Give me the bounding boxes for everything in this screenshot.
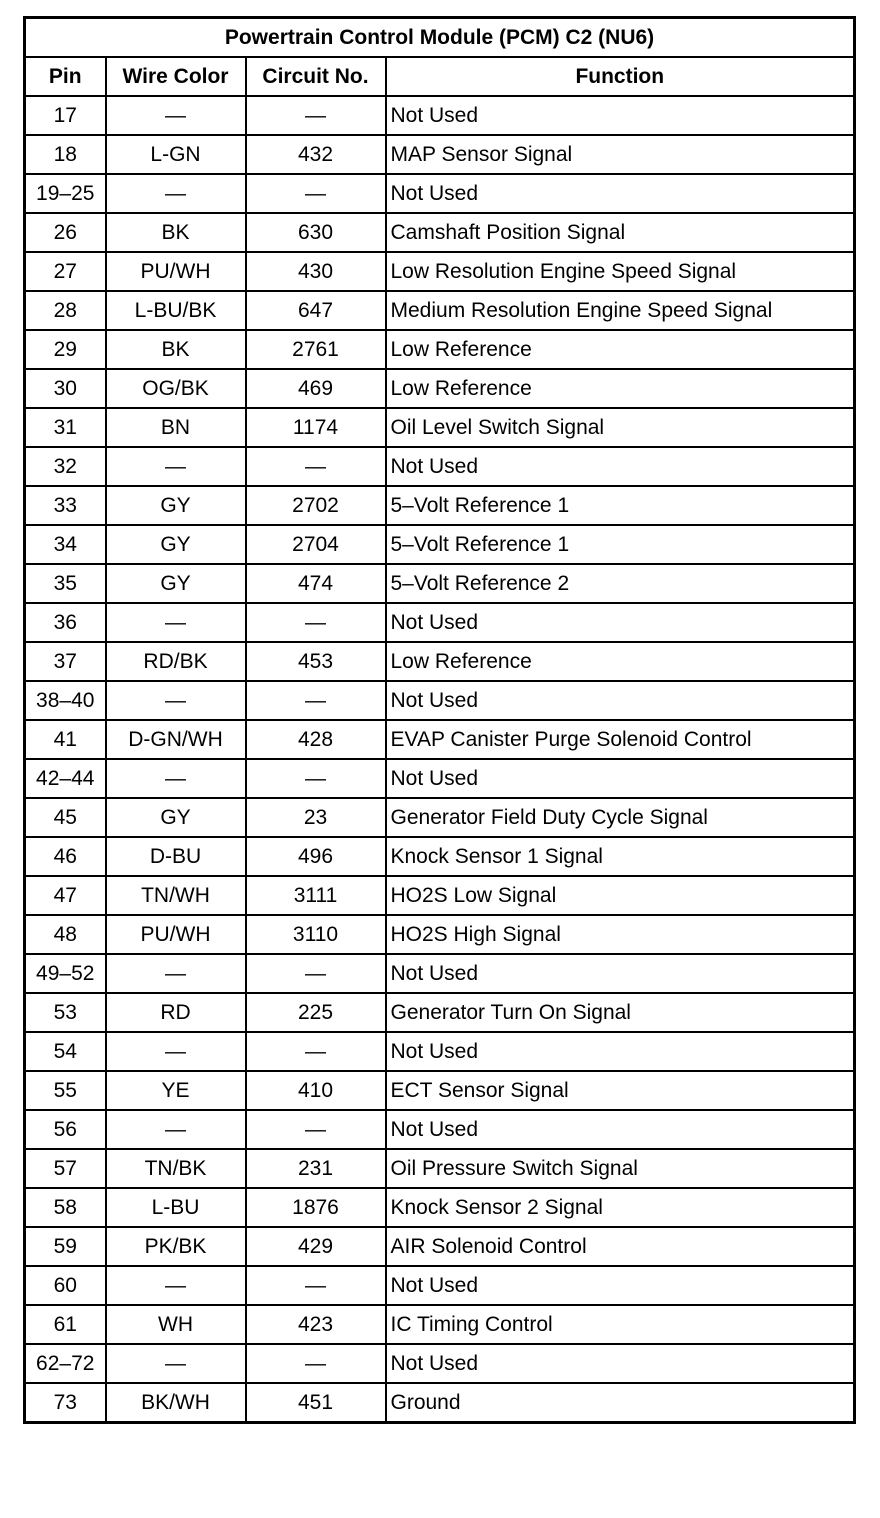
table-row bbox=[25, 759, 855, 798]
cell-function: Not Used bbox=[386, 174, 855, 213]
cell-function: AIR Solenoid Control bbox=[386, 1227, 855, 1266]
cell-pin: 49–52 bbox=[25, 954, 106, 993]
cell-pin: 42–44 bbox=[25, 759, 106, 798]
cell-pin: 54 bbox=[25, 1032, 106, 1071]
cell-circuit-no: — bbox=[246, 174, 386, 213]
cell-circuit-no: — bbox=[246, 603, 386, 642]
cell-pin: 36 bbox=[25, 603, 106, 642]
header-circuit-no: Circuit No. bbox=[246, 57, 386, 96]
cell-pin: 18 bbox=[25, 135, 106, 174]
cell-wire-color: GY bbox=[106, 798, 246, 837]
table-row bbox=[25, 1383, 855, 1423]
cell-pin: 28 bbox=[25, 291, 106, 330]
cell-function: Medium Resolution Engine Speed Signal bbox=[386, 291, 855, 330]
cell-wire-color: — bbox=[106, 759, 246, 798]
cell-function: Low Reference bbox=[386, 369, 855, 408]
table-row bbox=[25, 642, 855, 681]
cell-wire-color: — bbox=[106, 1344, 246, 1383]
cell-wire-color: BN bbox=[106, 408, 246, 447]
cell-wire-color: — bbox=[106, 603, 246, 642]
table-row bbox=[25, 486, 855, 525]
cell-wire-color: D-BU bbox=[106, 837, 246, 876]
cell-circuit-no: 2704 bbox=[246, 525, 386, 564]
cell-pin: 56 bbox=[25, 1110, 106, 1149]
cell-circuit-no: 451 bbox=[246, 1383, 386, 1423]
cell-function: Not Used bbox=[386, 1110, 855, 1149]
cell-pin: 55 bbox=[25, 1071, 106, 1110]
cell-circuit-no: 410 bbox=[246, 1071, 386, 1110]
cell-function: Not Used bbox=[386, 681, 855, 720]
cell-wire-color: TN/WH bbox=[106, 876, 246, 915]
cell-circuit-no: 453 bbox=[246, 642, 386, 681]
table-row bbox=[25, 1032, 855, 1071]
cell-function: Low Reference bbox=[386, 642, 855, 681]
cell-function: Not Used bbox=[386, 447, 855, 486]
title-row bbox=[25, 18, 855, 58]
cell-circuit-no: 225 bbox=[246, 993, 386, 1032]
table-row bbox=[25, 252, 855, 291]
table-row bbox=[25, 798, 855, 837]
cell-pin: 47 bbox=[25, 876, 106, 915]
cell-function: Ground bbox=[386, 1383, 855, 1423]
cell-function: Generator Field Duty Cycle Signal bbox=[386, 798, 855, 837]
cell-circuit-no: 429 bbox=[246, 1227, 386, 1266]
cell-wire-color: — bbox=[106, 447, 246, 486]
cell-circuit-no: 1174 bbox=[246, 408, 386, 447]
cell-wire-color: OG/BK bbox=[106, 369, 246, 408]
table-row bbox=[25, 564, 855, 603]
cell-pin: 38–40 bbox=[25, 681, 106, 720]
cell-circuit-no: — bbox=[246, 1344, 386, 1383]
cell-pin: 59 bbox=[25, 1227, 106, 1266]
cell-wire-color: PU/WH bbox=[106, 252, 246, 291]
cell-function: ECT Sensor Signal bbox=[386, 1071, 855, 1110]
cell-circuit-no: 423 bbox=[246, 1305, 386, 1344]
cell-function: Knock Sensor 2 Signal bbox=[386, 1188, 855, 1227]
cell-circuit-no: 231 bbox=[246, 1149, 386, 1188]
cell-circuit-no: — bbox=[246, 447, 386, 486]
cell-pin: 53 bbox=[25, 993, 106, 1032]
cell-function: Not Used bbox=[386, 954, 855, 993]
table-row bbox=[25, 837, 855, 876]
table-row bbox=[25, 720, 855, 759]
cell-circuit-no: — bbox=[246, 759, 386, 798]
cell-circuit-no: — bbox=[246, 681, 386, 720]
cell-function: Camshaft Position Signal bbox=[386, 213, 855, 252]
cell-function: HO2S Low Signal bbox=[386, 876, 855, 915]
cell-wire-color: GY bbox=[106, 564, 246, 603]
cell-function: EVAP Canister Purge Solenoid Control bbox=[386, 720, 855, 759]
cell-pin: 41 bbox=[25, 720, 106, 759]
header-function: Function bbox=[386, 57, 855, 96]
cell-circuit-no: — bbox=[246, 1032, 386, 1071]
cell-wire-color: — bbox=[106, 1032, 246, 1071]
table-row bbox=[25, 993, 855, 1032]
cell-pin: 17 bbox=[25, 96, 106, 135]
table-row bbox=[25, 369, 855, 408]
cell-pin: 62–72 bbox=[25, 1344, 106, 1383]
cell-circuit-no: — bbox=[246, 96, 386, 135]
table-row bbox=[25, 408, 855, 447]
cell-function: Not Used bbox=[386, 1032, 855, 1071]
table-row bbox=[25, 1227, 855, 1266]
table-row bbox=[25, 291, 855, 330]
table-row bbox=[25, 96, 855, 135]
table-title: Powertrain Control Module (PCM) C2 (NU6) bbox=[25, 18, 855, 58]
cell-pin: 32 bbox=[25, 447, 106, 486]
cell-wire-color: — bbox=[106, 96, 246, 135]
cell-wire-color: BK/WH bbox=[106, 1383, 246, 1423]
table-row bbox=[25, 525, 855, 564]
cell-circuit-no: 432 bbox=[246, 135, 386, 174]
cell-wire-color: RD bbox=[106, 993, 246, 1032]
cell-wire-color: GY bbox=[106, 486, 246, 525]
table-row bbox=[25, 603, 855, 642]
cell-pin: 31 bbox=[25, 408, 106, 447]
header-wire-color: Wire Color bbox=[106, 57, 246, 96]
cell-circuit-no: 2702 bbox=[246, 486, 386, 525]
cell-circuit-no: — bbox=[246, 1110, 386, 1149]
cell-function: IC Timing Control bbox=[386, 1305, 855, 1344]
cell-pin: 61 bbox=[25, 1305, 106, 1344]
table-body bbox=[25, 96, 855, 1423]
cell-function: Low Reference bbox=[386, 330, 855, 369]
cell-circuit-no: 647 bbox=[246, 291, 386, 330]
cell-function: Low Resolution Engine Speed Signal bbox=[386, 252, 855, 291]
table-row bbox=[25, 1344, 855, 1383]
cell-wire-color: — bbox=[106, 681, 246, 720]
cell-circuit-no: 3111 bbox=[246, 876, 386, 915]
cell-circuit-no: — bbox=[246, 1266, 386, 1305]
cell-wire-color: D-GN/WH bbox=[106, 720, 246, 759]
cell-circuit-no: 630 bbox=[246, 213, 386, 252]
table-row bbox=[25, 1110, 855, 1149]
cell-wire-color: L-GN bbox=[106, 135, 246, 174]
cell-pin: 58 bbox=[25, 1188, 106, 1227]
cell-wire-color: — bbox=[106, 1266, 246, 1305]
cell-wire-color: BK bbox=[106, 213, 246, 252]
cell-function: 5–Volt Reference 1 bbox=[386, 525, 855, 564]
table-row bbox=[25, 681, 855, 720]
cell-pin: 26 bbox=[25, 213, 106, 252]
cell-wire-color: YE bbox=[106, 1071, 246, 1110]
cell-function: MAP Sensor Signal bbox=[386, 135, 855, 174]
cell-wire-color: — bbox=[106, 174, 246, 213]
cell-pin: 60 bbox=[25, 1266, 106, 1305]
table-row bbox=[25, 1188, 855, 1227]
cell-pin: 57 bbox=[25, 1149, 106, 1188]
cell-pin: 48 bbox=[25, 915, 106, 954]
cell-circuit-no: 2761 bbox=[246, 330, 386, 369]
cell-wire-color: — bbox=[106, 1110, 246, 1149]
header-pin: Pin bbox=[25, 57, 106, 96]
cell-pin: 33 bbox=[25, 486, 106, 525]
cell-function: Oil Pressure Switch Signal bbox=[386, 1149, 855, 1188]
cell-circuit-no: 1876 bbox=[246, 1188, 386, 1227]
cell-function: 5–Volt Reference 1 bbox=[386, 486, 855, 525]
cell-pin: 29 bbox=[25, 330, 106, 369]
pinout-table bbox=[23, 16, 856, 1424]
cell-wire-color: TN/BK bbox=[106, 1149, 246, 1188]
table-row bbox=[25, 915, 855, 954]
cell-pin: 46 bbox=[25, 837, 106, 876]
cell-circuit-no: — bbox=[246, 954, 386, 993]
cell-pin: 37 bbox=[25, 642, 106, 681]
cell-wire-color: WH bbox=[106, 1305, 246, 1344]
cell-circuit-no: 23 bbox=[246, 798, 386, 837]
table-row bbox=[25, 1071, 855, 1110]
cell-pin: 73 bbox=[25, 1383, 106, 1423]
cell-function: 5–Volt Reference 2 bbox=[386, 564, 855, 603]
cell-function: Not Used bbox=[386, 603, 855, 642]
cell-wire-color: BK bbox=[106, 330, 246, 369]
cell-circuit-no: 469 bbox=[246, 369, 386, 408]
table-row bbox=[25, 1305, 855, 1344]
cell-function: HO2S High Signal bbox=[386, 915, 855, 954]
cell-function: Not Used bbox=[386, 1344, 855, 1383]
cell-pin: 27 bbox=[25, 252, 106, 291]
cell-wire-color: — bbox=[106, 954, 246, 993]
table-row bbox=[25, 174, 855, 213]
table-row bbox=[25, 1149, 855, 1188]
cell-wire-color: PK/BK bbox=[106, 1227, 246, 1266]
cell-wire-color: RD/BK bbox=[106, 642, 246, 681]
cell-function: Not Used bbox=[386, 1266, 855, 1305]
cell-pin: 34 bbox=[25, 525, 106, 564]
cell-function: Generator Turn On Signal bbox=[386, 993, 855, 1032]
cell-pin: 19–25 bbox=[25, 174, 106, 213]
table-row bbox=[25, 447, 855, 486]
cell-pin: 35 bbox=[25, 564, 106, 603]
cell-circuit-no: 430 bbox=[246, 252, 386, 291]
table-row bbox=[25, 330, 855, 369]
cell-circuit-no: 496 bbox=[246, 837, 386, 876]
table-row bbox=[25, 135, 855, 174]
table-row bbox=[25, 954, 855, 993]
cell-function: Oil Level Switch Signal bbox=[386, 408, 855, 447]
table-row bbox=[25, 876, 855, 915]
cell-circuit-no: 3110 bbox=[246, 915, 386, 954]
cell-circuit-no: 428 bbox=[246, 720, 386, 759]
cell-wire-color: L-BU/BK bbox=[106, 291, 246, 330]
cell-circuit-no: 474 bbox=[246, 564, 386, 603]
cell-pin: 45 bbox=[25, 798, 106, 837]
cell-pin: 30 bbox=[25, 369, 106, 408]
table-row bbox=[25, 213, 855, 252]
cell-function: Not Used bbox=[386, 759, 855, 798]
cell-wire-color: GY bbox=[106, 525, 246, 564]
cell-function: Not Used bbox=[386, 96, 855, 135]
cell-function: Knock Sensor 1 Signal bbox=[386, 837, 855, 876]
header-row bbox=[25, 57, 855, 96]
cell-wire-color: PU/WH bbox=[106, 915, 246, 954]
table-row bbox=[25, 1266, 855, 1305]
cell-wire-color: L-BU bbox=[106, 1188, 246, 1227]
